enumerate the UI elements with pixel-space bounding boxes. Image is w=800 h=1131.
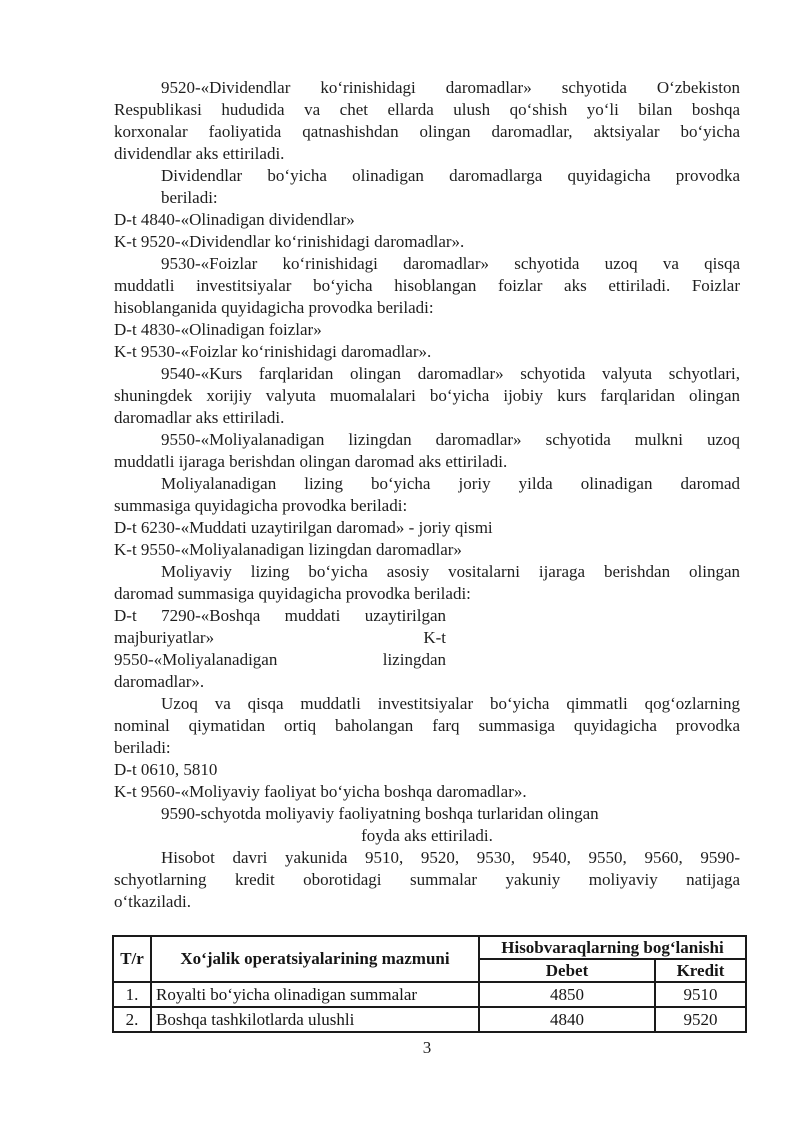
text-line: o‘tkaziladi. bbox=[114, 892, 191, 911]
text-line: nominal qiymatidan ortiq baholangan farq summasiga quyidagicha provodka bbox=[114, 716, 740, 735]
operations-table bbox=[112, 935, 747, 1033]
text-line: Moliyalanadigan lizing bo‘yicha joriy yilda olinadigan daromad bbox=[161, 474, 740, 493]
text-line: foyda aks ettiriladi. bbox=[361, 826, 493, 845]
text-line: 9550-«Moliyalanadigan lizingdan bbox=[114, 650, 446, 669]
table-row bbox=[113, 1007, 746, 1032]
text-line: D-t 6230-«Muddati uzaytirilgan daromad» - joriy qismi bbox=[114, 518, 493, 537]
text-line: hisoblanganida quyidagicha provodka beriladi: bbox=[114, 298, 434, 317]
text-line: 9530-«Foizlar ko‘rinishidagi daromadlar» schyotida uzoq va qisqa bbox=[161, 254, 740, 273]
text-line: daromadlar». bbox=[114, 672, 205, 691]
text-line: Respublikasi hududida va chet ellarda ulush qo‘shish yo‘li bilan boshqa bbox=[114, 100, 740, 119]
text-line: summasiga quyidagicha provodka beriladi: bbox=[114, 496, 408, 515]
page-number: 3 bbox=[422, 1038, 432, 1057]
text-line: K-t 9520-«Dividendlar ko‘rinishidagi daromadlar». bbox=[114, 232, 465, 251]
text-line: D-t 4840-«Olinadigan dividendlar» bbox=[114, 210, 355, 229]
text-line: 9520-«Dividendlar ko‘rinishidagi daromadlar» schyotida O‘zbekiston bbox=[161, 78, 740, 97]
table-row bbox=[113, 982, 746, 1007]
row-credit-cell: 9510 bbox=[655, 982, 746, 1007]
text-line: daromad summasiga quyidagicha provodka beriladi: bbox=[114, 584, 471, 603]
text-line: Hisobot davri yakunida 9510, 9520, 9530, 9540, 9550, 9560, 9590- bbox=[161, 848, 740, 867]
row-content-cell: Boshqa tashkilotlarda ulushli bbox=[151, 1007, 479, 1032]
text-line: K-t 9550-«Moliyalanadigan lizingdan daromadlar» bbox=[114, 540, 462, 559]
text-line: D-t 7290-«Boshqa muddati uzaytirilgan bbox=[114, 606, 446, 625]
table-header-tr: T/r bbox=[113, 936, 151, 982]
table-header-debit: Debet bbox=[479, 959, 655, 982]
row-debit-cell: 4850 bbox=[479, 982, 655, 1007]
text-line: muddatli ijaraga berishdan olingan daromad aks ettiriladi. bbox=[114, 452, 508, 471]
text-line: 9550-«Moliyalanadigan lizingdan daromadlar» schyotida mulkni uzoq bbox=[161, 430, 740, 449]
table-header-accounts-group: Hisobvaraqlarning bog‘lanishi bbox=[479, 936, 746, 959]
text-line: beriladi: bbox=[161, 188, 218, 207]
text-line: K-t 9560-«Moliyaviy faoliyat bo‘yicha boshqa daromadlar». bbox=[114, 782, 527, 801]
text-line: shuningdek xorijiy valyuta muomalalari bo‘yicha ijobiy kurs farqlaridan olingan bbox=[114, 386, 740, 405]
row-debit-cell: 4840 bbox=[479, 1007, 655, 1032]
text-line: daromadlar aks ettiriladi. bbox=[114, 408, 285, 427]
row-credit-cell: 9520 bbox=[655, 1007, 746, 1032]
row-number-cell: 1. bbox=[113, 982, 151, 1007]
document-text bbox=[114, 77, 740, 913]
row-number-cell: 2. bbox=[113, 1007, 151, 1032]
table-header-content: Xo‘jalik operatsiyalarining mazmuni bbox=[151, 936, 479, 982]
text-line: 9540-«Kurs farqlaridan olingan daromadlar» schyotida valyuta schyotlari, bbox=[161, 364, 740, 383]
text-line: muddatli investitsiyalar bo‘yicha hisoblangan foizlar aks ettiriladi. Foizlar bbox=[114, 276, 740, 295]
text-line: Dividendlar bo‘yicha olinadigan daromadlarga quyidagicha provodka bbox=[161, 166, 740, 185]
text-line: dividendlar aks ettiriladi. bbox=[114, 144, 285, 163]
text-line: korxonalar faoliyatida qatnashishdan olingan daromadlar, aktsiyalar bo‘yicha bbox=[114, 122, 740, 141]
text-line: beriladi: bbox=[114, 738, 171, 757]
text-line: schyotlarning kredit oborotidagi summalar yakuniy moliyaviy natijaga bbox=[114, 870, 740, 889]
text-line: K-t 9530-«Foizlar ko‘rinishidagi daromadlar». bbox=[114, 342, 432, 361]
text-line: majburiyatlar» K-t bbox=[114, 628, 446, 647]
text-line: 9590-schyotda moliyaviy faoliyatning boshqa turlaridan olingan bbox=[161, 804, 599, 823]
text-line: Uzoq va qisqa muddatli investitsiyalar bo‘yicha qimmatli qog‘ozlarning bbox=[161, 694, 740, 713]
row-content-cell: Royalti bo‘yicha olinadigan summalar bbox=[151, 982, 479, 1007]
text-line: Moliyaviy lizing bo‘yicha asosiy vositalarni ijaraga berishdan olingan bbox=[161, 562, 740, 581]
text-line: D-t 0610, 5810 bbox=[114, 760, 218, 779]
text-line: D-t 4830-«Olinadigan foizlar» bbox=[114, 320, 322, 339]
table-header-credit: Kredit bbox=[655, 959, 746, 982]
